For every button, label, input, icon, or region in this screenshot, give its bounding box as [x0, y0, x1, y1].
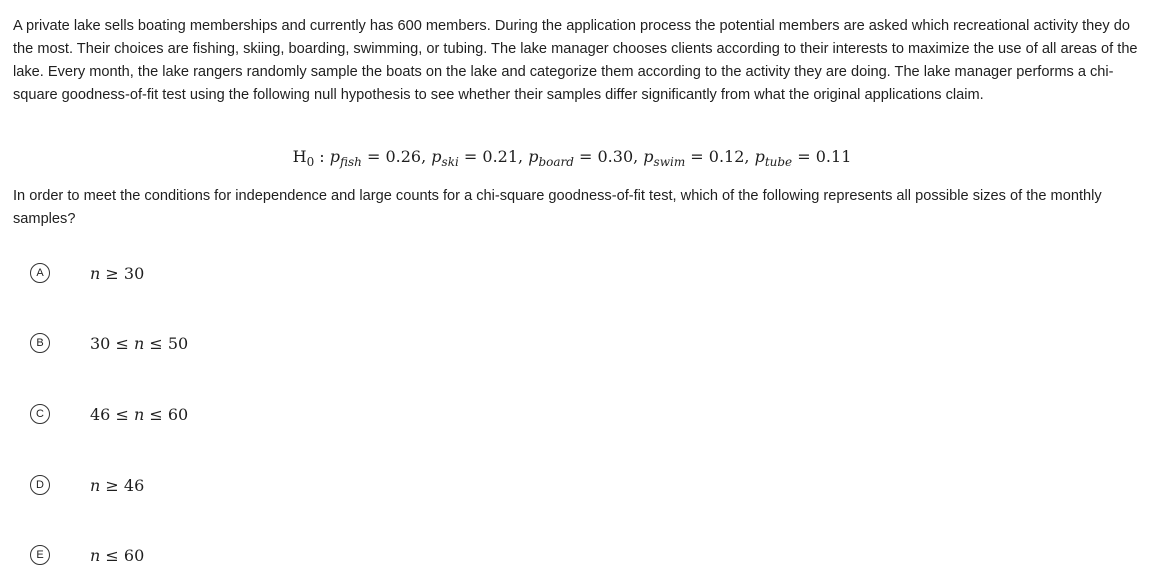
term-value-tube: 0.11: [815, 147, 852, 166]
answer-choice-a[interactable]: [30, 260, 430, 286]
answer-choice-b[interactable]: [30, 330, 430, 356]
choice-letter-d[interactable]: D: [30, 475, 50, 495]
term-sub-fish: fish: [340, 155, 362, 169]
term-sub-ski: ski: [441, 155, 459, 169]
term-sub-board: board: [538, 155, 574, 169]
term-value-swim: 0.12: [708, 147, 745, 166]
choice-text-b: 30 ≤ n ≤ 50: [90, 333, 189, 353]
answer-choice-d[interactable]: [30, 472, 430, 498]
choice-letter-c[interactable]: C: [30, 404, 50, 424]
term-value-board: 0.30: [597, 147, 634, 166]
term-sub-swim: swim: [653, 155, 686, 169]
question-prompt: In order to meet the conditions for independence and large counts for a chi-square goodness-of-fit test, which of the following represents all possible sizes of the monthly samples?: [13, 188, 1102, 227]
choice-text-e: n ≤ 60: [90, 545, 145, 565]
choice-letter-b[interactable]: B: [30, 333, 50, 353]
term-sub-tube: tube: [764, 155, 793, 169]
question-passage: A private lake sells boating memberships and currently has 600 members. During the application process the potential members are asked which recreational activity they do the most. Their choices are fishing, skiing, boarding, swimming, or tubing. The lake manager chooses clients according to their interests to maximize the use of all areas of the lake. Every month, the lake rangers randomly sample the boats on the lake and categorize them according to the activity they are doing. The lake manager performs a chi-square goodness-of-fit test using the following null hypothesis to see whether their samples differ significantly from what the original applications claim.: [13, 18, 1138, 103]
choice-text-a: n ≥ 30: [90, 263, 145, 283]
choice-letter-e[interactable]: E: [30, 545, 50, 565]
term-value-fish: 0.26: [385, 147, 422, 166]
choice-text-d: n ≥ 46: [90, 475, 145, 495]
choice-letter-a[interactable]: A: [30, 263, 50, 283]
hypothesis-label: $H_0$: [292, 147, 315, 169]
answer-choice-c[interactable]: [30, 401, 430, 427]
null-hypothesis: $H_0$ : $p_{fish} = 0.26$, $p_{ski} = 0.21$, $p_{board} = 0.30$, $p_{swim} = 0.12$, $p_{tube} = 0.11$: [292, 147, 852, 169]
answer-choice-e[interactable]: [30, 542, 430, 568]
term-value-ski: 0.21: [482, 147, 519, 166]
choice-text-c: 46 ≤ n ≤ 60: [90, 404, 189, 424]
